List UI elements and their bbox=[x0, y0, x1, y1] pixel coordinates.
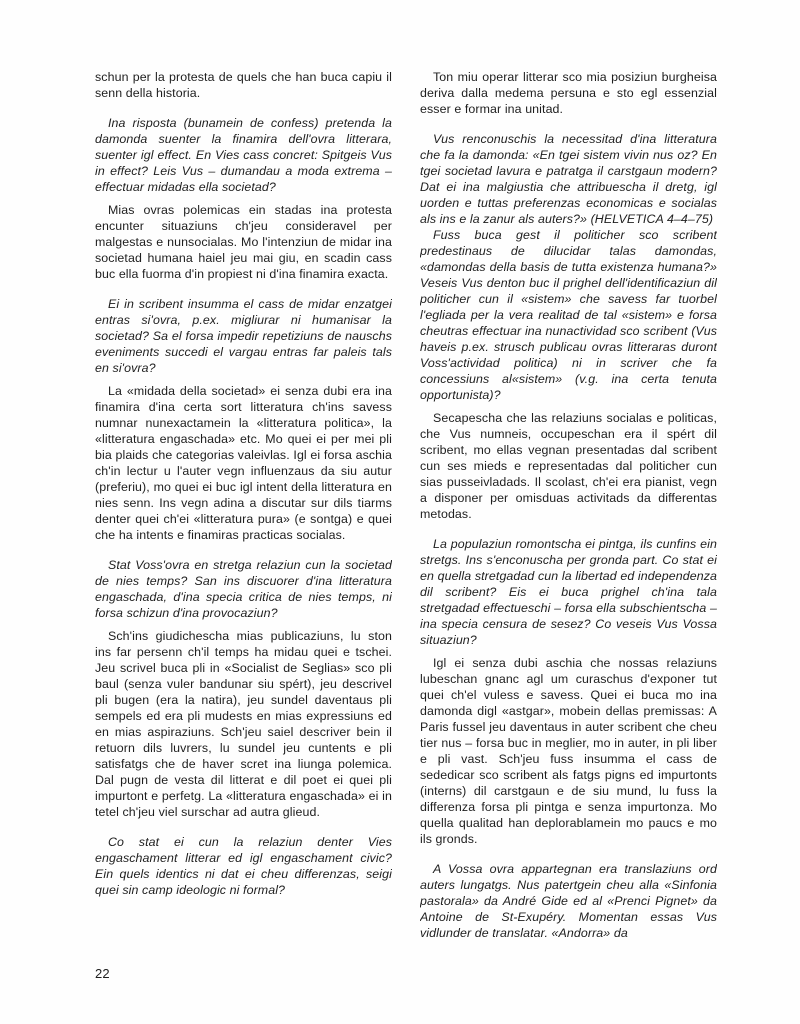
answer-paragraph: Secapescha che las relaziuns socialas e politicas, che Vus numneis, occupeschan era il spért dil scribent, mo ellas vegnan presentadas dal scribent cun ses mieds e representadas dal politicher cun sias pusseivladads. Il scolast, ch'ei era pianist, vegn a disponer per omisduas activitads da differentas metodas. bbox=[420, 411, 717, 521]
answer-paragraph: Mias ovras polemicas ein stadas ina protesta encunter situaziuns ch'jeu consideravel per malgestas e nunsocialas. Mo l'intenziun de midar ina societad humana haiel jeu mai giu, en scadin cass buc ella fuorma d'in propiest ni d'ina finamira exacta. bbox=[95, 203, 392, 281]
answer-paragraph: schun per la protesta de quels che han buca capiu il senn della historia. bbox=[95, 70, 392, 100]
question-paragraph: A Vossa ovra appartegnan era translaziuns ord auters lungatgs. Nus patertgein cheu alla «Sinfonia pastorala» da André Gide ed al «Prenci Pignet» da Antoine de St-Exupéry. Momentan essas Vus vidlunder de translatar. «Andorra» da bbox=[420, 862, 717, 940]
question-paragraph: Fuss buca gest il politicher sco scribent predestinaus de dilucidar talas damondas, «damondas della basis de tutta existenza humana?» Veseis Vus denton buc il prighel dell'identificaziun dil politicher cun il «sistem» che savess far tuorbel l'egliada per la vera realitad de tal «sistem» e forsa cheutras effectuar ina nunactividad sco scribent (Vus haveis p.ex. strusch publicau ovras litteraras duront Voss'actividad politica) ni in scriver che fa concessiuns al«sistem» (v.g. ina certa tenuta opportunista)? bbox=[420, 228, 717, 402]
question-paragraph: Vus renconuschis la necessitad d'ina litteratura che fa la damonda: «En tgei sistem vivin nus oz? En tgei societad lavura e patratga il carstgaun modern? Dat ei ina malgiustia che attribuescha il dretg, igl uorden e tuttas preferenzas economicas e socialas als ins e la zanur als auters?» (HELVETICA 4–4–75) bbox=[420, 132, 717, 226]
answer-paragraph: Sch'ins giudichescha mias publicaziuns, lu ston ins far persenn ch'il temps ha midau quei e tschei. Jeu scrivel buca pli in «Socialist de Seglias» sco pli baul (senza vuler bandunar siu spért), jeu descrivel pli bugen (era la natira), jeu sundel daventaus pli sempels ed era pli mudests en mias expressiuns ed en mias aspiraziuns. Sch'jeu saiel descriver bein il retuorn dils luvrers, lu sundel jeu cuntents e pli satisfatgs che de haver scret ina liunga polemica. Dal pugn de vesta dil litterat e dil poet ei quei pli impurtont e perfetg. La «litteratura engaschada» ei in tetel ch'jeu viel surschar ad autra glieud. bbox=[95, 629, 392, 819]
question-paragraph: Ina risposta (bunamein de confess) pretenda la damonda suenter la finamira dell'ovra litterara, suenter igl effect. En Vies cass concret: Spitgeis Vus in effect? Leis Vus – dumandau a moda extrema – effectuar midadas ella societad? bbox=[95, 116, 392, 194]
answer-paragraph: La «midada della societad» ei senza dubi era ina finamira d'ina certa sort litteratura ch'ins savess numnar nunexactamein la «litteratura politica», la «litteratura engaschada» etc. Mo quei ei per mei pli bia plaids che categorias valeivlas. Igl ei forsa aschia ch'in lectur u l'auter vegn influenzaus da siu autur (preferiu), mo quei ei buc igl intent della litteratura en nies senn. Ins vegn adina a discutar sur dils tiarms denter quei ch'ei «litteratura pura» (e sontga) e quei che ha intents e finamiras practicas socialas. bbox=[95, 384, 392, 542]
question-paragraph: Stat Voss'ovra en stretga relaziun cun la societad de nies temps? San ins discuorer d'ina litteratura engaschada, d'ina specia critica de nies temps, ni forsa schizun d'ina provocaziun? bbox=[95, 558, 392, 620]
question-paragraph: Co stat ei cun la relaziun denter Vies engaschament litterar ed igl engaschament civic? Ein quels identics ni dat ei cheu differenzas, seigi quei sin camp ideologic ni formal? bbox=[95, 835, 392, 897]
question-paragraph: La populaziun romontscha ei pintga, ils cunfins ein stretgs. Ins s'enconuscha per gronda part. Co stat ei en quella stretgadad cun la libertad ed independenza dil scribent? Eis ei buca prighel ch'ina tala stretgadad effectueschi – forsa ella subschientscha – ina specia censura de sesez? Co veseis Vus Vossa situaziun? bbox=[420, 537, 717, 647]
question-paragraph: Ei in scribent insumma el cass de midar enzatgei entras si'ovra, p.ex. migliurar ni humanisar la societad? Sa el forsa impedir repetiziuns de nauschs eveniments succedi el vargau entras far paleis tals en si'ovra? bbox=[95, 297, 392, 375]
right-column bbox=[420, 69, 717, 964]
page-number: 22 bbox=[95, 966, 110, 981]
left-column bbox=[95, 69, 392, 964]
answer-paragraph: Igl ei senza dubi aschia che nossas relaziuns lubeschan gnanc agl um curaschus d'exponer tut quei ch'el vuless e savess. Quei ei buca mo ina damonda digl «astgar», mobein dellas premissas: A Paris fussel jeu daventaus in auter scribent che cheu tier nus – forsa buc in meglier, mo in auter, in pli liber e pli vast. Sch'jeu fuss insumma el cass de sededicar sco scribent als fatgs pigns ed impurtonts (interns) dil carstgaun e de siu mund, lu fuss la differenza forsa pli pintga e senza impurtonza. Mo quella qualitad han deplorablamein mo paucs e mo ils gronds. bbox=[420, 656, 717, 846]
answer-paragraph: Ton miu operar litterar sco mia posiziun burgheisa deriva dalla medema persuna e sto egl essenzial esser e formar ina unitad. bbox=[420, 70, 717, 116]
